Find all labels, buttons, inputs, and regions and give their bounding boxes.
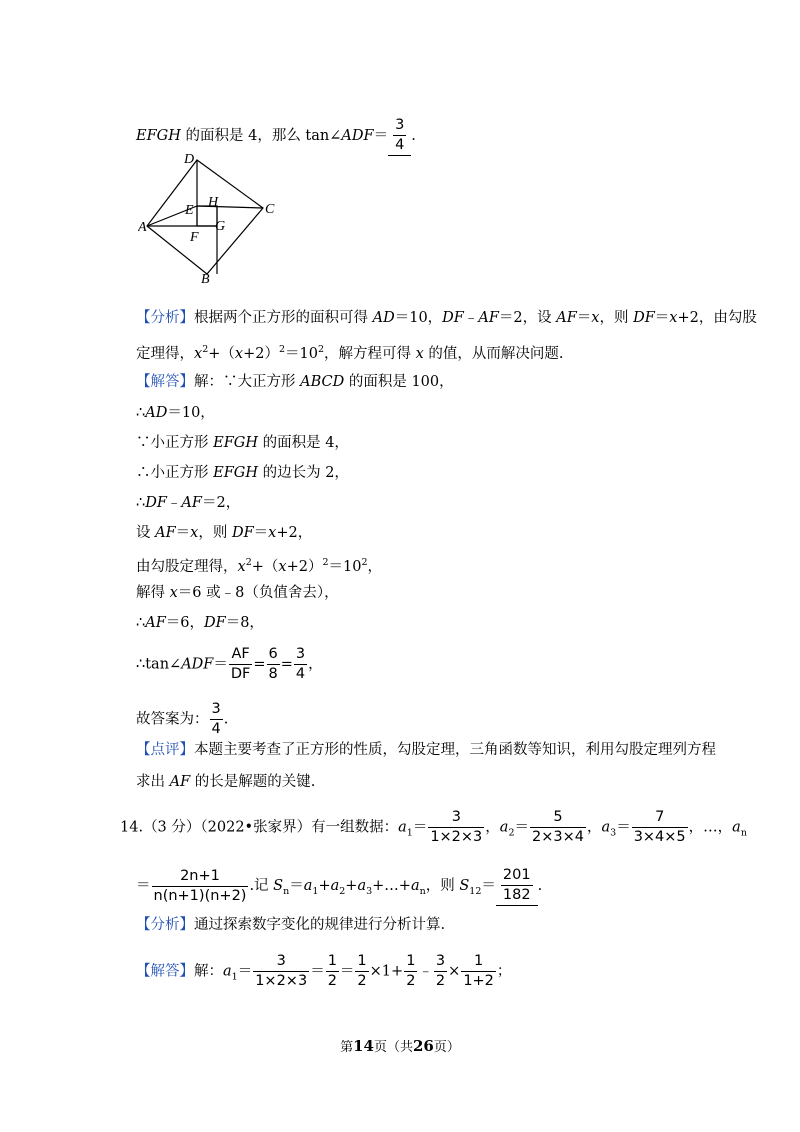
- text: 设: [136, 525, 156, 541]
- text: .记: [249, 878, 274, 894]
- text: .: [537, 878, 543, 894]
- text: +…+: [372, 878, 411, 894]
- subscript: n: [419, 885, 426, 897]
- var: a: [499, 819, 509, 836]
- text: 的长是解题的关键.: [190, 774, 316, 790]
- denominator: 4: [211, 721, 221, 737]
- subscript: 2: [508, 827, 515, 839]
- comment-tag: 【点评】: [136, 742, 194, 758]
- text: ＝2，: [201, 495, 241, 511]
- text: 页）: [433, 1040, 460, 1055]
- numerator: 1: [404, 952, 417, 972]
- var: EFGH: [213, 465, 258, 481]
- fraction: [461, 952, 496, 991]
- solution-tag: 【解答】: [136, 963, 194, 980]
- label-c: C: [265, 202, 275, 217]
- text: ×: [448, 963, 461, 980]
- text: ＝10，: [167, 405, 215, 421]
- denominator: DF: [230, 666, 251, 682]
- text: =: [280, 656, 293, 673]
- question-14-line-2: [136, 866, 542, 906]
- page-number: 14: [353, 1037, 374, 1055]
- var: a: [223, 963, 232, 980]
- denominator: 1×2×3: [255, 973, 308, 989]
- subscript: n: [740, 827, 747, 839]
- label-e: E: [185, 203, 194, 218]
- denominator: 182: [502, 887, 531, 903]
- text: +（: [251, 558, 279, 575]
- subscript: 1: [406, 827, 413, 839]
- numerator: 1: [326, 952, 339, 972]
- text: ＝: [289, 878, 304, 894]
- text: 解得: [136, 585, 170, 601]
- var: a: [330, 878, 340, 894]
- text: ∴小正方形: [136, 465, 214, 481]
- text: 根据两个正方形的面积可得: [194, 310, 373, 326]
- page-total: 26: [413, 1037, 434, 1055]
- fraction: [393, 116, 406, 155]
- question-number: 14.: [120, 819, 144, 836]
- text: 的面积是 100，: [344, 374, 454, 390]
- subscript: 1: [312, 885, 319, 897]
- denominator: 2: [435, 973, 446, 989]
- text: 的边长为 2，: [257, 465, 349, 481]
- numerator: 7: [632, 808, 688, 828]
- text: +2，: [276, 525, 313, 541]
- denominator: 2: [357, 973, 367, 989]
- fraction: [267, 645, 280, 684]
- var: AF: [556, 310, 577, 326]
- text: 的面积是 4，那么 tan∠: [180, 128, 342, 144]
- subscript: 12: [469, 885, 482, 897]
- text: ＝: [175, 525, 191, 541]
- var: AF: [155, 525, 176, 541]
- fraction: [434, 952, 447, 991]
- var: x: [268, 525, 277, 541]
- text: 第: [340, 1040, 354, 1055]
- denominator: n(n+1)(n+2): [153, 887, 247, 904]
- text: 故答案为：: [136, 711, 209, 728]
- text: ＝: [576, 310, 592, 326]
- exponent: 2: [317, 344, 324, 355]
- text: ×1+: [369, 963, 404, 980]
- fraction: [229, 645, 253, 684]
- fraction: [152, 867, 249, 906]
- text: ＝: [310, 963, 325, 980]
- var: EFGH: [136, 128, 181, 144]
- denominator: 2: [406, 973, 416, 989]
- var: ADF: [181, 656, 214, 673]
- label-h: H: [208, 195, 219, 210]
- label-d: D: [184, 152, 195, 167]
- analysis-tag: 【分析】: [136, 917, 194, 933]
- solution-line-10: [136, 645, 323, 684]
- subscript: 2: [339, 885, 346, 897]
- var: a: [410, 878, 420, 894]
- solution-line-3: [136, 433, 349, 453]
- numerator: 3: [434, 952, 447, 972]
- text: ＝: [136, 878, 151, 894]
- denominator: 8: [268, 666, 278, 682]
- text: ，: [485, 819, 500, 836]
- geometry-figure: [138, 152, 288, 292]
- text: ＝2，设: [498, 310, 557, 326]
- var: x: [234, 345, 244, 362]
- denominator: 4: [395, 137, 405, 153]
- var: x: [591, 310, 600, 326]
- denominator: 1×2×3: [430, 829, 483, 845]
- text: 本题主要考查了正方形的性质，勾股定理，三角函数等知识，利用勾股定理列方程: [194, 742, 716, 758]
- text: ∴: [136, 495, 146, 511]
- square-abcd: [147, 160, 263, 274]
- text: ＝: [237, 963, 253, 980]
- denominator: 2: [327, 973, 337, 989]
- text: 通过探索数字变化的规律进行分析计算.: [194, 917, 446, 933]
- var: x: [169, 585, 178, 601]
- answer-blank: [496, 866, 538, 906]
- text: =: [253, 656, 266, 673]
- question-14-line-1: [120, 808, 747, 847]
- numerator: 1: [355, 952, 368, 972]
- text: 的面积是 4，: [257, 435, 349, 451]
- text: 的值，从而解决问题.: [423, 345, 564, 362]
- var: AF: [181, 495, 202, 511]
- numerator: 3: [210, 700, 223, 720]
- exponent: 2: [245, 557, 252, 568]
- var: ADF: [341, 128, 374, 144]
- numerator: 6: [267, 645, 280, 665]
- text: ﹣: [418, 963, 433, 980]
- text: （3 分）（2022•张家界）有一组数据：: [143, 819, 399, 836]
- numerator: 5: [530, 808, 586, 828]
- solution-tag: 【解答】: [136, 374, 194, 390]
- solution-line-4: [136, 463, 349, 483]
- solution-line-1: [136, 372, 454, 392]
- var: EFGH: [213, 435, 258, 451]
- answer-blank: [388, 116, 411, 156]
- var: DF: [204, 615, 226, 631]
- var: AF: [478, 310, 499, 326]
- fraction: [355, 952, 368, 991]
- fraction: [210, 700, 223, 739]
- subscript: n: [283, 885, 290, 897]
- text: +: [318, 878, 331, 894]
- var: x: [669, 310, 678, 326]
- var: S: [273, 878, 284, 894]
- subscript: 3: [366, 885, 373, 897]
- solution-line-7: [136, 553, 382, 577]
- text: 由勾股定理得，: [136, 558, 238, 575]
- solution-line-5: [136, 493, 240, 513]
- text: ，: [308, 656, 323, 673]
- denominator: 3×4×5: [633, 829, 686, 845]
- label-f: F: [190, 230, 199, 245]
- text: 解：: [194, 963, 223, 980]
- var: AF: [145, 615, 166, 631]
- text: +2）: [286, 558, 323, 575]
- var: x: [278, 558, 287, 575]
- text: ∴: [136, 405, 146, 421]
- text: 求出: [136, 774, 170, 790]
- text: ＝6 或﹣8（负值舍去），: [177, 585, 339, 601]
- text: ∴tan∠: [136, 656, 182, 673]
- fraction: [294, 645, 307, 684]
- var: x: [415, 345, 424, 362]
- comment-line-1: [136, 740, 716, 760]
- numerator: 3: [393, 116, 406, 136]
- text: 解：∵大正方形: [194, 374, 301, 390]
- var: AF: [169, 774, 191, 790]
- numerator: AF: [229, 645, 253, 665]
- text: ，: [367, 558, 382, 575]
- analysis2-line: [136, 915, 445, 935]
- text: ，: [586, 819, 602, 836]
- text: +2）: [243, 345, 279, 362]
- text: ＝10: [328, 558, 362, 575]
- solution-line-9: [136, 613, 264, 633]
- text: +（: [208, 345, 235, 362]
- fraction: [501, 866, 533, 905]
- var: S: [459, 878, 470, 894]
- text: 定理得，: [136, 345, 194, 362]
- text: ，则: [425, 878, 460, 894]
- fraction: [428, 808, 484, 847]
- text: ＝8，: [225, 615, 264, 631]
- var: a: [398, 819, 407, 836]
- var: a: [303, 878, 313, 894]
- var: ABCD: [300, 374, 345, 390]
- text: .: [411, 128, 416, 144]
- page-footer: [0, 1036, 800, 1055]
- text: ，则: [198, 525, 232, 541]
- text: .: [223, 711, 229, 728]
- text: ＝: [213, 656, 228, 673]
- text: ＝: [412, 819, 428, 836]
- text: ，则: [599, 310, 634, 326]
- text: ＝: [339, 963, 355, 980]
- text: +2，由勾股: [677, 310, 757, 326]
- text: ﹣: [463, 310, 479, 326]
- text: ﹣: [166, 495, 182, 511]
- answer-line-13: [136, 116, 416, 156]
- text: ＝10，: [394, 310, 443, 326]
- label-a: A: [138, 220, 147, 235]
- text: ＝6，: [165, 615, 205, 631]
- text: ＝: [373, 128, 389, 144]
- numerator: 1: [461, 952, 496, 972]
- var: AD: [372, 310, 395, 326]
- text: ＝: [616, 819, 631, 836]
- subscript: 1: [231, 971, 238, 983]
- numerator: 3: [428, 808, 484, 828]
- denominator: 1+2: [463, 973, 494, 989]
- var: a: [357, 878, 367, 894]
- text: ＝: [481, 878, 496, 894]
- subscript: 3: [610, 827, 617, 839]
- label-g: G: [215, 219, 226, 234]
- fraction: [326, 952, 339, 991]
- solution-line-2: [136, 403, 215, 423]
- exponent: 2: [278, 344, 285, 355]
- solution2-line: [136, 952, 511, 991]
- analysis-line-2: [136, 340, 564, 364]
- solution-line-8: [136, 583, 339, 603]
- solution-line-6: [136, 523, 312, 543]
- text: 页（共: [373, 1040, 413, 1055]
- exponent: 2: [361, 557, 368, 568]
- denominator: 4: [295, 666, 306, 682]
- label-b: B: [201, 272, 210, 287]
- text: ∴: [136, 615, 146, 631]
- numerator: 2n+1: [152, 867, 249, 887]
- text: ；: [496, 963, 512, 980]
- numerator: 201: [501, 866, 533, 886]
- exponent: 2: [202, 344, 209, 355]
- var: x: [194, 345, 203, 362]
- fraction: [253, 952, 309, 991]
- text: ＝: [654, 310, 670, 326]
- var: DF: [145, 495, 167, 511]
- numerator: 3: [253, 952, 309, 972]
- var: DF: [231, 525, 254, 541]
- comment-line-2: [136, 772, 315, 792]
- numerator: 3: [294, 645, 307, 665]
- text: +: [345, 878, 358, 894]
- fraction: [530, 808, 586, 847]
- text: ＝: [514, 819, 529, 836]
- var: AD: [145, 405, 168, 421]
- text: ＝10: [285, 345, 318, 362]
- text: ∵小正方形: [136, 435, 214, 451]
- fraction: [632, 808, 688, 847]
- var: x: [190, 525, 199, 541]
- fraction: [404, 952, 417, 991]
- analysis-tag: 【分析】: [136, 310, 194, 326]
- var: a: [732, 819, 741, 836]
- analysis-line-1: [136, 308, 757, 328]
- denominator: 2×3×4: [532, 829, 584, 845]
- var: DF: [442, 310, 464, 326]
- exponent: 2: [322, 557, 329, 568]
- text: ，…，: [688, 819, 733, 836]
- text: ，解方程可得: [324, 345, 416, 362]
- var: a: [601, 819, 611, 836]
- solution-line-11: [136, 700, 228, 739]
- text: ＝: [253, 525, 269, 541]
- var: x: [237, 558, 246, 575]
- var: DF: [633, 310, 655, 326]
